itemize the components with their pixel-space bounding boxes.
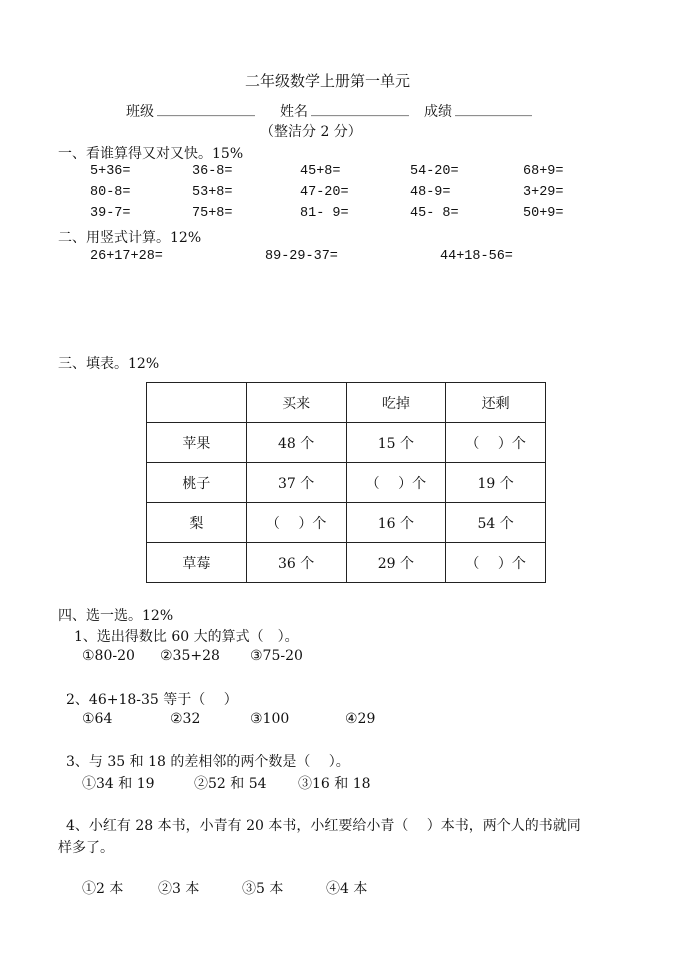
table-cell-blank[interactable]: （ ）个 xyxy=(246,503,346,543)
q2-option[interactable]: ②32 xyxy=(170,711,201,727)
table-header-cell: 买来 xyxy=(246,383,346,423)
table-row xyxy=(147,543,546,583)
table-cell: 29 个 xyxy=(346,543,446,583)
fill-table xyxy=(146,382,546,583)
question-2: 2、46+18-35 等于（ ） xyxy=(66,692,238,708)
section3-heading: 三、填表。12% xyxy=(58,356,160,372)
table-row xyxy=(147,463,546,503)
arith-problem: 45+8= xyxy=(300,164,341,179)
question-1: 1、选出得数比 60 大的算式（ ）。 xyxy=(74,629,299,645)
q4-option[interactable]: ④4 本 xyxy=(326,881,368,897)
q4-option[interactable]: ③5 本 xyxy=(242,881,284,897)
section4-heading: 四、选一选。12% xyxy=(58,608,174,624)
table-row-label: 苹果 xyxy=(147,423,247,463)
name-label: 姓名 xyxy=(280,104,308,120)
table-header-cell: 吃掉 xyxy=(346,383,446,423)
table-cell: 36 个 xyxy=(246,543,346,583)
table-cell: 19 个 xyxy=(446,463,546,503)
arith-problem: 3+29= xyxy=(523,185,564,200)
arith-problem: 36-8= xyxy=(192,164,233,179)
section1-heading: 一、看谁算得又对又快。15% xyxy=(58,146,244,162)
score-label: 成绩 xyxy=(424,104,452,120)
table-row-label: 桃子 xyxy=(147,463,247,503)
table-header-row xyxy=(147,383,546,423)
table-cell: 48 个 xyxy=(246,423,346,463)
arith-problem: 81- 9= xyxy=(300,206,349,221)
arith-problem: 45- 8= xyxy=(410,206,459,221)
name-blank: ______________ xyxy=(311,101,409,117)
arith-problem: 53+8= xyxy=(192,185,233,200)
arith-problem: 75+8= xyxy=(192,206,233,221)
table-cell: 54 个 xyxy=(446,503,546,543)
table-cell: 37 个 xyxy=(246,463,346,503)
table-row xyxy=(147,503,546,543)
vertical-calc-problem: 89-29-37= xyxy=(265,249,338,264)
q4-option[interactable]: ②3 本 xyxy=(158,881,200,897)
question-3: 3、与 35 和 18 的差相邻的两个数是（ ）。 xyxy=(66,754,350,770)
arith-problem: 80-8= xyxy=(90,185,131,200)
table-cell-blank[interactable]: （ ）个 xyxy=(446,423,546,463)
section2-heading: 二、用竖式计算。12% xyxy=(58,230,202,246)
table-header-cell xyxy=(147,383,247,423)
arith-problem: 48-9= xyxy=(410,185,451,200)
q3-option[interactable]: ③16 和 18 xyxy=(298,776,371,792)
arith-problem: 47-20= xyxy=(300,185,349,200)
vertical-calc-problem: 26+17+28= xyxy=(90,249,163,264)
q3-option[interactable]: ①34 和 19 xyxy=(82,776,155,792)
table-cell-blank[interactable]: （ ）个 xyxy=(446,543,546,583)
table-cell: 15 个 xyxy=(346,423,446,463)
table-cell-blank[interactable]: （ ）个 xyxy=(346,463,446,503)
arith-problem: 5+36= xyxy=(90,164,131,179)
q2-option[interactable]: ①64 xyxy=(82,711,113,727)
question-4-line2: 样多了。 xyxy=(58,840,114,856)
page-title: 二年级数学上册第一单元 xyxy=(245,72,411,90)
table-row-label: 草莓 xyxy=(147,543,247,583)
arith-problem: 39-7= xyxy=(90,206,131,221)
neatness-note: （整洁分 2 分） xyxy=(260,124,362,140)
score-blank: ___________ xyxy=(455,101,532,117)
class-blank: ______________ xyxy=(157,101,255,117)
q2-option[interactable]: ③100 xyxy=(250,711,290,727)
q2-option[interactable]: ④29 xyxy=(345,711,376,727)
q1-option[interactable]: ②35+28 xyxy=(160,648,220,664)
question-4-line1: 4、小红有 28 本书，小青有 20 本书，小红要给小青（ ）本书，两个人的书就同 xyxy=(66,818,581,834)
arith-problem: 68+9= xyxy=(523,164,564,179)
table-row-label: 梨 xyxy=(147,503,247,543)
q3-option[interactable]: ②52 和 54 xyxy=(194,776,267,792)
q1-option[interactable]: ③75-20 xyxy=(250,648,303,664)
table-row xyxy=(147,423,546,463)
class-label: 班级 xyxy=(126,104,154,120)
arith-problem: 54-20= xyxy=(410,164,459,179)
q4-option[interactable]: ①2 本 xyxy=(82,881,124,897)
q1-option[interactable]: ①80-20 xyxy=(82,648,135,664)
arith-problem: 50+9= xyxy=(523,206,564,221)
table-cell: 16 个 xyxy=(346,503,446,543)
table-header-cell: 还剩 xyxy=(446,383,546,423)
vertical-calc-problem: 44+18-56= xyxy=(440,249,513,264)
